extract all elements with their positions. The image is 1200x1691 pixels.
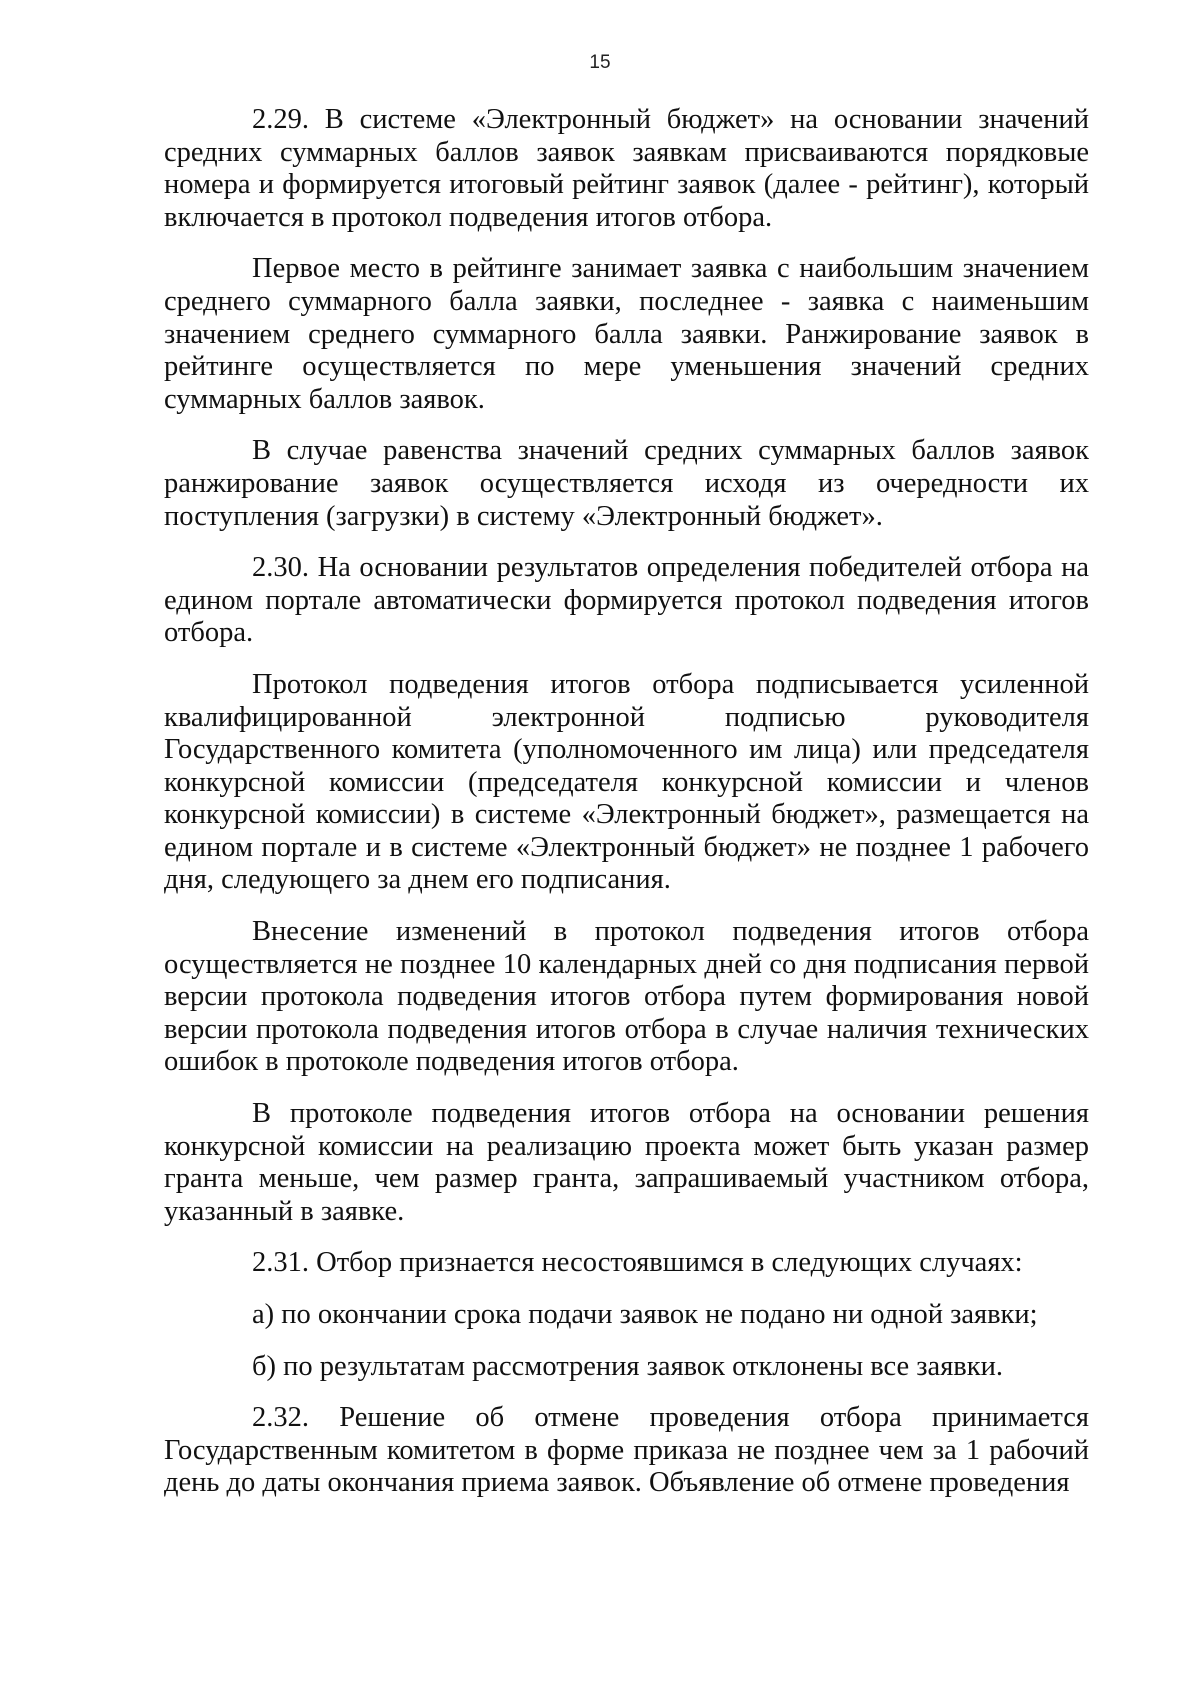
list-item-a: а) по окончании срока подачи заявок не подано ни одной заявки; xyxy=(252,1299,1038,1330)
document-body xyxy=(164,104,1089,1519)
paragraph-rating-order: Первое место в рейтинге занимает заявка с наибольшим значением среднего суммарного балла заявки, последнее - заявка с наименьшим значением среднего суммарного балла заявки. Ранжирование заявок в рейтинге осуществляется по мере уменьшения значений средних суммарных баллов заявок. xyxy=(164,253,1089,415)
paragraph-protocol-signing: Протокол подведения итогов отбора подписывается усиленной квалифицированной электронной подписью руководителя Государственного комитета (уполномоченного им лица) или председателя конкурсной комиссии (председателя конкурсной комиссии и членов конкурсной комиссии) в системе «Электронный бюджет», размещается на едином портале и в системе «Электронный бюджет» не позднее 1 рабочего дня, следующего за днем его подписания. xyxy=(164,668,1089,896)
paragraph-2-31: 2.31. Отбор признается несостоявшимся в следующих случаях: xyxy=(252,1247,1023,1279)
paragraph-2-32: 2.32. Решение об отмене проведения отбора принимается Государственным комитетом в форме приказа не позднее чем за 1 рабочий день до даты окончания приема заявок. Объявление об отмене проведения xyxy=(164,1402,1089,1499)
paragraph-2-30: 2.30. На основании результатов определения победителей отбора на едином портале автоматически формируется протокол подведения итогов отбора. xyxy=(164,552,1089,649)
paragraph-2-29: 2.29. В системе «Электронный бюджет» на основании значений средних суммарных баллов заявок заявкам присваиваются порядковые номера и формируется итоговый рейтинг заявок (далее - рейтинг), который включается в протокол подведения итогов отбора. xyxy=(164,104,1089,233)
paragraph-grant-size: В протоколе подведения итогов отбора на основании решения конкурсной комиссии на реализацию проекта может быть указан размер гранта меньше, чем размер гранта, запрашиваемый участником отбора, указанный в заявке. xyxy=(164,1098,1089,1227)
page-number: 15 xyxy=(589,52,611,73)
paragraph-equal-scores: В случае равенства значений средних суммарных баллов заявок ранжирование заявок осуществляется исходя из очередности их поступления (загрузки) в систему «Электронный бюджет». xyxy=(164,435,1089,532)
paragraph-protocol-changes: Внесение изменений в протокол подведения итогов отбора осуществляется не позднее 10 календарных дней со дня подписания первой версии протокола подведения итогов отбора путем формирования новой версии протокола подведения итогов отбора в случае наличия технических ошибок в протоколе подведения итогов отбора. xyxy=(164,916,1089,1078)
list-item-b: б) по результатам рассмотрения заявок отклонены все заявки. xyxy=(252,1350,1003,1382)
